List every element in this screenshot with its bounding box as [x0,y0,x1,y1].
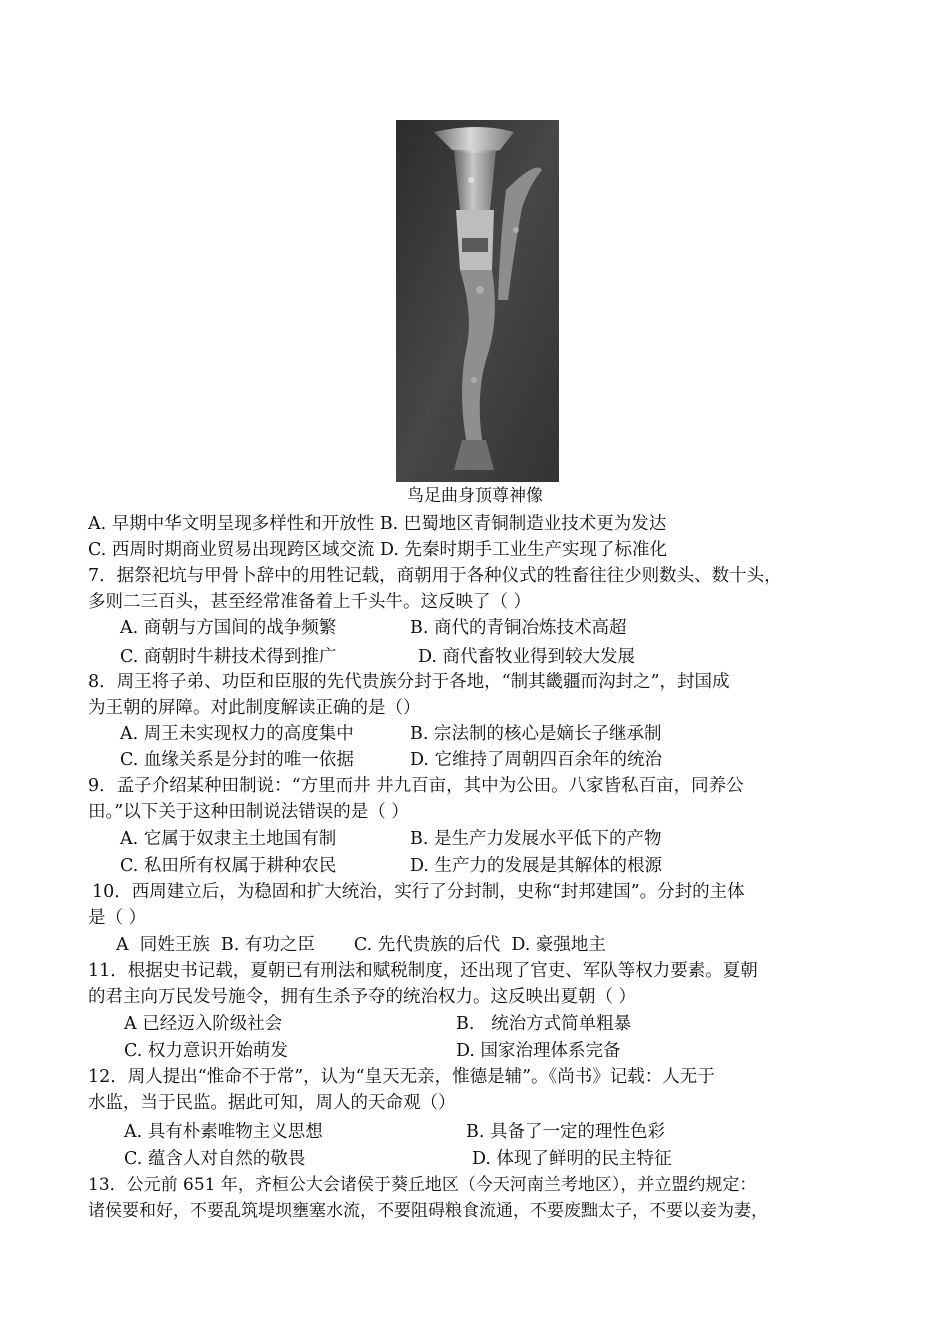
q13-stem-line-1: 13．公元前 651 年，齐桓公大会诸侯于葵丘地区（今天河南兰考地区），并立盟约规定： [88,1175,757,1195]
q13-stem-line-2: 诸侯要和好，不要乱筑堤坝壅塞水流，不要阻碍粮食流通，不要废黜太子，不要以妾为妻， [88,1201,768,1221]
q10-stem-line-1: 10．西周建立后，为稳固和扩大统治，实行了分封制，史称“封邦建国”。分封的主体 [92,882,745,902]
q11-option-c: C. 权力意识开始萌发 [124,1041,288,1061]
bronze-statue-photo [396,120,559,482]
q9-option-c: C. 私田所有权属于耕种农民 [120,856,337,876]
q12-option-d: D. 体现了鲜明的民主特征 [472,1149,672,1169]
q10-stem-line-2: 是（ ） [88,908,147,928]
q11-option-d: D. 国家治理体系完备 [456,1041,621,1061]
q12-option-c: C. 蕴含人对自然的敬畏 [124,1149,306,1169]
figure-options-row-2: C. 西周时期商业贸易出现跨区域交流 D. 先秦时期手工业生产实现了标准化 [88,540,667,560]
q9-option-b: B. 是生产力发展水平低下的产物 [410,829,662,849]
q8-option-b: B. 宗法制的核心是嫡长子继承制 [410,724,662,744]
q8-option-c: C. 血缘关系是分封的唯一依据 [120,750,354,770]
q9-stem-line-2: 田。”以下关于这种田制说法错误的是（ ） [88,802,409,822]
q12-option-b: B. 具备了一定的理性色彩 [466,1122,665,1142]
figure-options-row-1: A. 早期中华文明呈现多样性和开放性 B. 巴蜀地区青铜制造业技术更为发达 [88,514,667,534]
q12-stem-line-2: 水监，当于民监。据此可知，周人的天命观（） [88,1093,456,1113]
q12-option-a: A. 具有朴素唯物主义思想 [124,1122,323,1142]
q7-stem-line-2: 多则二三百头，甚至经常准备着上千头牛。这反映了（ ） [88,592,532,612]
q11-stem-line-1: 11．根据史书记载，夏朝已有刑法和赋税制度，还出现了官吏、军队等权力要素。夏朝 [88,961,758,981]
q9-option-a: A. 它属于奴隶主土地国有制 [120,829,337,849]
q11-option-a: A 已经迈入阶级社会 [124,1014,283,1034]
q8-option-a: A. 周王未实现权力的高度集中 [120,724,354,744]
q7-option-b: B. 商代的青铜冶炼技术高超 [410,618,627,638]
q10-options: A 同姓王族 B. 有功之臣 C. 先代贵族的后代 D. 豪强地主 [116,935,606,955]
q11-option-b: B. 统治方式简单粗暴 [456,1014,632,1034]
q7-option-d: D. 商代畜牧业得到较大发展 [418,647,636,667]
q9-option-d: D. 生产力的发展是其解体的根源 [410,856,663,876]
q12-stem-line-1: 12．周人提出“惟命不于常”，认为“皇天无亲，惟德是辅”。《尚书》记载：人无于 [88,1067,715,1087]
q7-option-c: C. 商朝时牛耕技术得到推广 [120,647,337,667]
q7-stem-line-1: 7．据祭祀坑与甲骨卜辞中的用牲记载，商朝用于各种仪式的牲畜往往少则数头、数十头， [88,566,782,586]
q7-option-a: A. 商朝与方国间的战争频繁 [120,618,337,638]
bronze-statue-image [396,120,559,482]
figure-caption: 鸟足曲身顶尊神像 [407,486,543,506]
q8-stem-line-2: 为王朝的屏障。对此制度解读正确的是（） [88,698,421,718]
q9-stem-line-1: 9．孟子介绍某种田制说：“方里而井 井九百亩，其中为公田。八家皆私百亩，同养公 [88,776,744,796]
q11-stem-line-2: 的君主向万民发号施令，拥有生杀予夺的统治权力。这反映出夏朝（ ） [88,987,637,1007]
q8-option-d: D. 它维持了周朝四百余年的统治 [410,750,663,770]
q8-stem-line-1: 8．周王将子弟、功臣和臣服的先代贵族分封于各地，“制其畿疆而沟封之”，封国成 [88,672,730,692]
